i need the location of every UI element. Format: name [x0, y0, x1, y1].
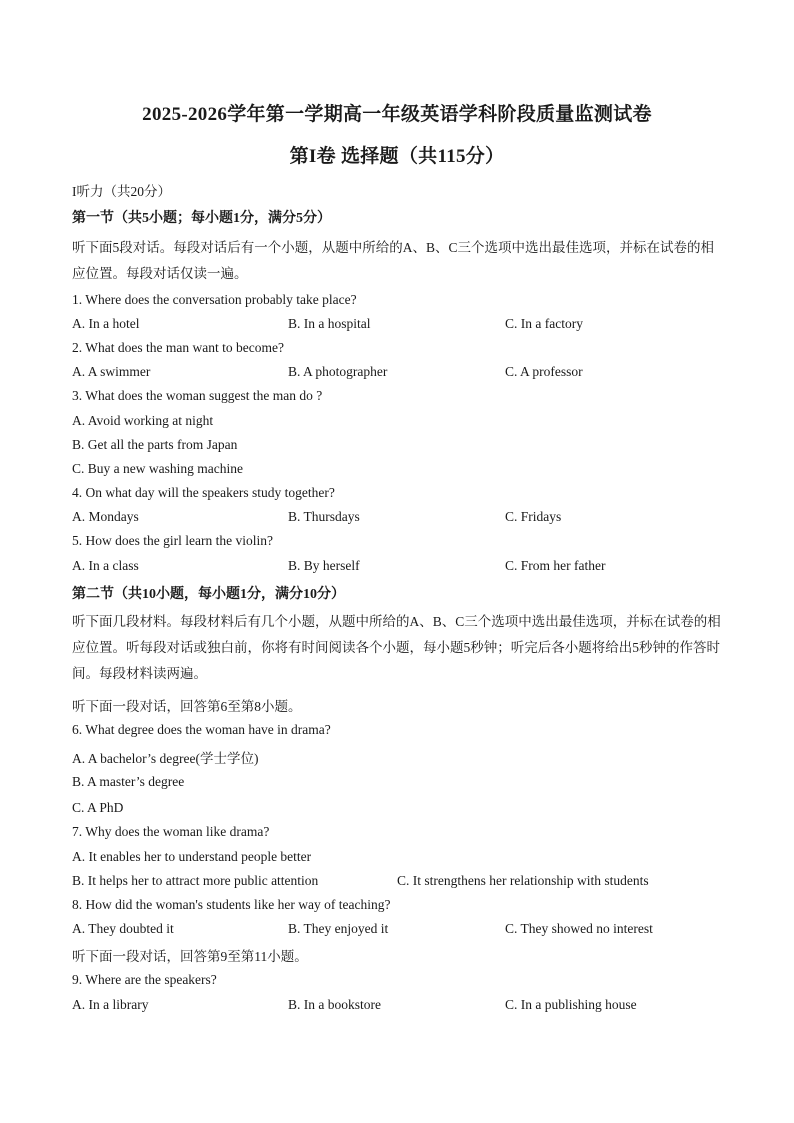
question-6: 6. What degree does the woman have in drama?	[72, 722, 331, 737]
option-c: C. Fridays	[505, 509, 562, 524]
page-subtitle: 第I卷 选择题（共115分）	[289, 146, 505, 167]
option-c: C. In a factory	[505, 316, 583, 331]
question-9: 9. Where are the speakers?	[72, 972, 217, 987]
option-b: B. In a hospital	[288, 316, 371, 331]
option-b: B. Thursdays	[288, 509, 360, 524]
option-a: A. Avoid working at night	[72, 413, 214, 428]
option-c: C. It strengthens her relationship with students	[397, 873, 649, 888]
question-1: 1. Where does the conversation probably take place?	[72, 292, 357, 307]
option-b: B. They enjoyed it	[288, 921, 389, 936]
option-a: A. In a library	[72, 997, 149, 1012]
part-label: I听力（共20分）	[72, 184, 171, 199]
option-c: C. In a publishing house	[505, 997, 637, 1012]
option-a: A. A bachelor’s degree(学士学位)	[72, 751, 259, 766]
section1-instructions: 听下面5段对话。每段对话后有一个小题，从题中所给的A、B、C三个选项中选出最佳选项，并标在试卷的相应位置。每段对话仅读一遍。	[72, 240, 715, 281]
option-a: A. A swimmer	[72, 364, 151, 379]
question-7: 7. Why does the woman like drama?	[72, 824, 270, 839]
question-3: 3. What does the woman suggest the man do ?	[72, 388, 323, 403]
dialog-intro: 听下面一段对话，回答第6至第8小题。	[72, 699, 302, 714]
option-a: A. It enables her to understand people better	[72, 849, 312, 864]
question-5: 5. How does the girl learn the violin?	[72, 533, 273, 548]
dialog-intro: 听下面一段对话，回答第9至第11小题。	[72, 949, 308, 964]
option-a: A. In a class	[72, 558, 139, 573]
option-c: C. From her father	[505, 558, 606, 573]
option-b: B. In a bookstore	[288, 997, 381, 1012]
option-a: A. Mondays	[72, 509, 139, 524]
option-b: B. A photographer	[288, 364, 388, 379]
option-c: C. They showed no interest	[505, 921, 653, 936]
page-title: 2025-2026学年第一学期高一年级英语学科阶段质量监测试卷	[142, 104, 652, 125]
question-2: 2. What does the man want to become?	[72, 340, 284, 355]
question-8: 8. How did the woman's students like her way of teaching?	[72, 897, 391, 912]
section1-heading: 第一节（共5小题；每小题1分，满分5分）	[72, 211, 331, 226]
option-b: B. By herself	[288, 558, 360, 573]
option-a: A. They doubted it	[72, 921, 174, 936]
option-c: C. A professor	[505, 364, 583, 379]
option-a: A. In a hotel	[72, 316, 140, 331]
option-c: C. A PhD	[72, 800, 124, 815]
option-b: B. Get all the parts from Japan	[72, 437, 238, 452]
option-c: C. Buy a new washing machine	[72, 461, 243, 476]
section2-instructions: 听下面几段材料。每段材料后有几个小题，从题中所给的A、B、C三个选项中选出最佳选项，并标在试卷的相应位置。听每段对话或独白前，你将有时间阅读各个小题，每小题5秒钟；听完后各小题将给出5秒钟的作答时间。每段材料读两遍。	[72, 614, 721, 681]
option-b: B. A master’s degree	[72, 774, 185, 789]
question-4: 4. On what day will the speakers study together?	[72, 485, 335, 500]
option-b: B. It helps her to attract more public attention	[72, 873, 319, 888]
section2-heading: 第二节（共10小题，每小题1分，满分10分）	[72, 587, 345, 602]
